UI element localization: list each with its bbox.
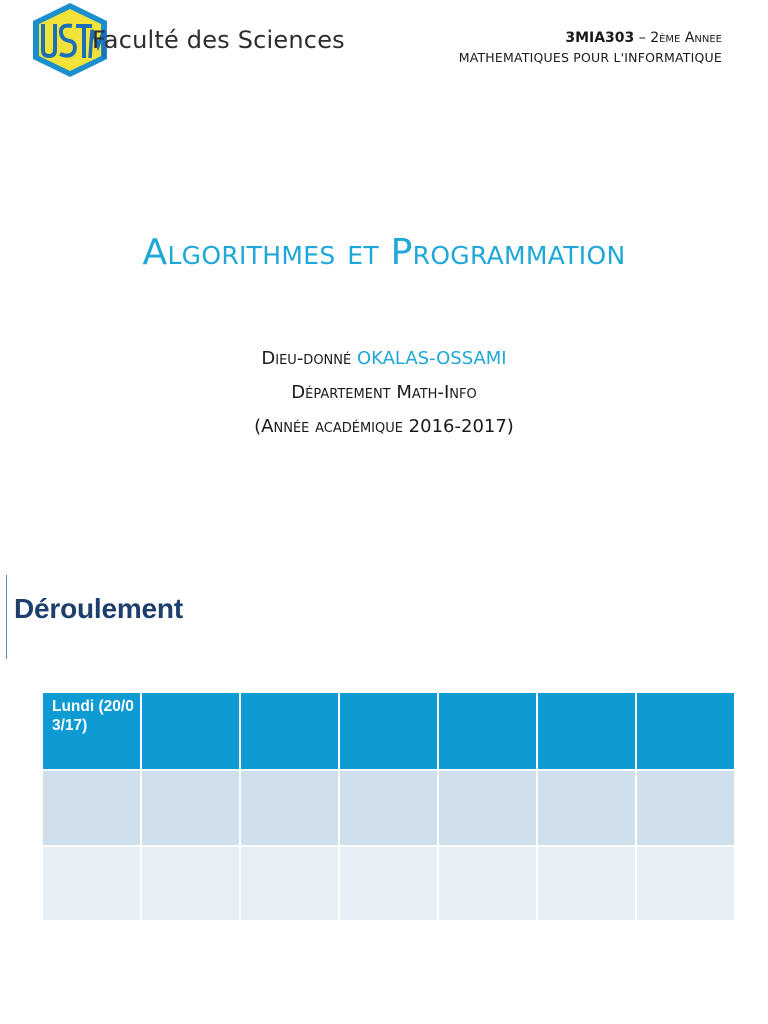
table-cell xyxy=(240,846,339,921)
table-cell xyxy=(339,770,438,846)
table-cell xyxy=(438,770,537,846)
table-header-row xyxy=(43,693,734,770)
day-label: Lundi (20/03/17) xyxy=(52,698,134,734)
academic-year: (Année académique 2016-2017) xyxy=(254,416,514,437)
course-name: MATHEMATIQUES POUR L'INFORMATIQUE xyxy=(458,50,722,65)
table-header-cell xyxy=(43,693,141,770)
slide-divider xyxy=(6,575,7,659)
table-header-cell xyxy=(240,693,339,770)
author-name xyxy=(0,342,768,376)
section-title: Déroulement xyxy=(14,593,183,624)
table-header-cell xyxy=(537,693,636,770)
table-cell xyxy=(438,846,537,921)
table-cell xyxy=(339,846,438,921)
table-cell xyxy=(141,846,240,921)
table-cell xyxy=(43,770,141,846)
table-header-cell xyxy=(339,693,438,770)
schedule-slide xyxy=(0,545,768,1024)
course-code: 3MIA303 xyxy=(565,30,635,46)
table-cell xyxy=(537,770,636,846)
course-year: – 2ème Annee xyxy=(638,30,722,46)
table-cell xyxy=(141,770,240,846)
table-header-cell xyxy=(438,693,537,770)
table-cell xyxy=(636,846,734,921)
table-cell xyxy=(636,770,734,846)
slide-title: Algorithmes et Programmation xyxy=(142,232,626,273)
faculty-name: Faculté des Sciences xyxy=(92,26,345,54)
table-row xyxy=(43,846,734,921)
table-header-cell xyxy=(636,693,734,770)
author-block xyxy=(0,342,768,444)
table-cell xyxy=(240,770,339,846)
author-last-name: OKALAS-OSSAMI xyxy=(356,348,507,369)
table-row xyxy=(43,770,734,846)
table-cell xyxy=(537,846,636,921)
table-header-cell xyxy=(141,693,240,770)
department: Département Math-Info xyxy=(291,382,477,403)
course-info xyxy=(459,30,722,65)
author-first-name: Dieu-donné xyxy=(261,348,352,369)
table-cell xyxy=(43,846,141,921)
schedule-table xyxy=(43,693,734,922)
